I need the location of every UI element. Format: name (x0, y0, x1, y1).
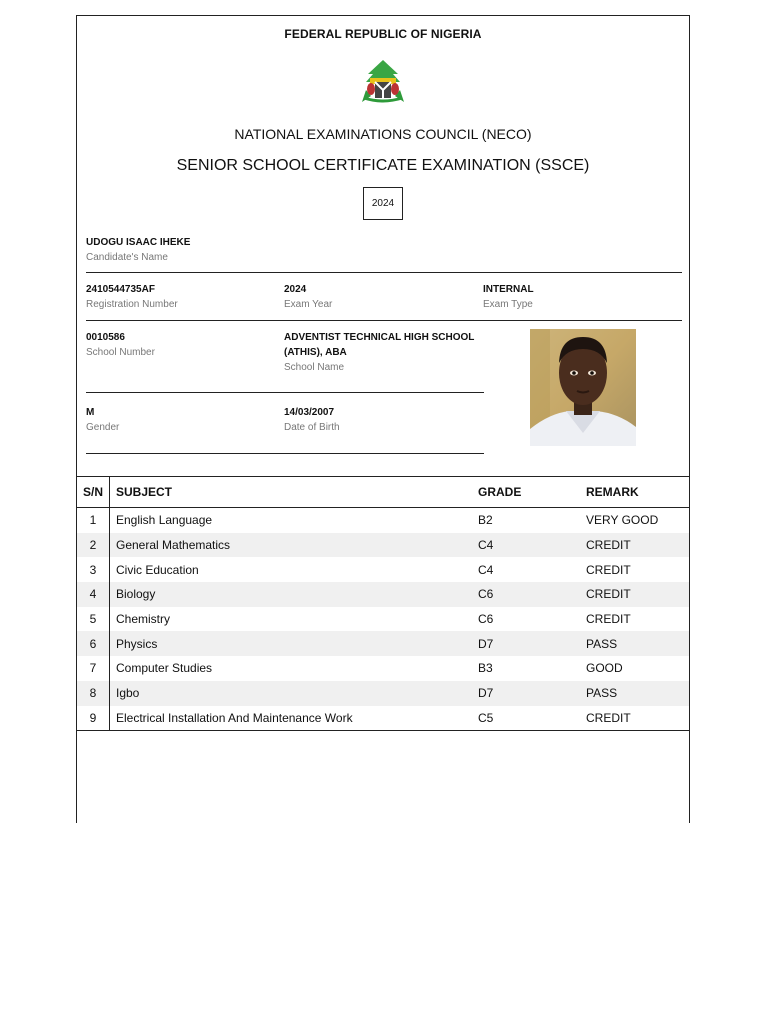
row-grade: B2 (478, 513, 493, 528)
row-sn: 5 (77, 607, 110, 632)
row-subject: General Mathematics (110, 533, 473, 558)
row-subject: Civic Education (116, 562, 199, 577)
row-subject: Biology (110, 582, 473, 607)
row-remark: CREDIT (580, 582, 690, 607)
reg-number-label: Registration Number (86, 299, 178, 310)
row-remark: CREDIT (580, 706, 690, 731)
col-header-remark: REMARK (580, 477, 690, 508)
row-grade: C4 (478, 562, 494, 577)
exam-type-field (483, 282, 534, 313)
school-number: 0010586 (86, 332, 125, 343)
candidate-name: UDOGU ISAAC IHEKE (86, 237, 191, 248)
row-grade: D7 (472, 681, 580, 706)
exam-type-label: Exam Type (483, 299, 533, 310)
school-name-line2: (ATHIS), ABA (284, 347, 347, 358)
coat-of-arms-icon (358, 58, 408, 104)
gender-label: Gender (86, 422, 120, 433)
divider (86, 320, 682, 321)
row-remark: PASS (580, 681, 690, 706)
row-grade: C5 (472, 706, 580, 731)
reg-number-field (86, 282, 178, 313)
row-subject: Chemistry (116, 612, 171, 627)
table-row (77, 508, 690, 533)
row-subject: Igbo (110, 681, 473, 706)
row-remark: CREDIT (580, 557, 690, 582)
col-header-sn: S/N (77, 477, 110, 508)
row-grade: D7 (472, 631, 580, 656)
table-row (77, 582, 690, 607)
year-box: 2024 (363, 187, 403, 220)
country-heading: FEDERAL REPUBLIC OF NIGERIA (284, 27, 482, 41)
school-name-field (284, 330, 474, 376)
row-sn: 6 (77, 631, 110, 656)
result-sheet (76, 15, 690, 823)
candidate-name-field (86, 235, 190, 266)
exam-year: 2024 (284, 284, 307, 295)
divider (86, 392, 484, 393)
school-number-label: School Number (86, 347, 155, 358)
row-sn: 8 (77, 681, 110, 706)
table-row (77, 656, 690, 681)
school-number-field (86, 330, 155, 361)
col-header-subject: SUBJECT (110, 477, 473, 508)
gender-field (86, 405, 119, 436)
table-row (77, 557, 690, 582)
dob: 14/03/2007 (284, 407, 335, 418)
row-sn: 2 (77, 533, 110, 558)
council-heading: NATIONAL EXAMINATIONS COUNCIL (NECO) (234, 126, 532, 142)
row-grade: B3 (478, 661, 493, 676)
row-subject: Computer Studies (116, 661, 213, 676)
table-header-row (77, 477, 690, 508)
exam-type: INTERNAL (483, 284, 534, 295)
reg-number: 2410544735AF (86, 284, 155, 295)
school-name-line1: ADVENTIST TECHNICAL HIGH SCHOOL (284, 332, 475, 343)
row-grade: C6 (472, 582, 580, 607)
row-sn: 7 (77, 656, 110, 681)
row-remark: PASS (580, 631, 690, 656)
row-sn: 4 (77, 582, 110, 607)
divider (86, 453, 484, 454)
table-row (77, 706, 690, 731)
results-table (76, 476, 690, 731)
col-header-grade: GRADE (472, 477, 580, 508)
row-remark: CREDIT (580, 607, 690, 632)
exam-year-label: Exam Year (284, 299, 333, 310)
table-row (77, 607, 690, 632)
row-subject: Physics (110, 631, 473, 656)
row-remark: GOOD (580, 656, 690, 681)
row-remark: VERY GOOD (580, 508, 690, 533)
candidate-photo (530, 329, 636, 446)
school-name-label: School Name (284, 362, 345, 373)
exam-title: SENIOR SCHOOL CERTIFICATE EXAMINATION (SSCE) (176, 157, 590, 174)
exam-year-field (284, 282, 332, 313)
row-sn: 1 (77, 508, 110, 533)
table-row (77, 533, 690, 558)
gender: M (86, 407, 95, 418)
dob-label: Date of Birth (284, 422, 340, 433)
table-row (77, 681, 690, 706)
row-subject: Electrical Installation And Maintenance Work (110, 706, 473, 731)
row-grade: C4 (472, 533, 580, 558)
row-grade: C6 (478, 612, 494, 627)
candidate-name-label: Candidate's Name (86, 252, 168, 263)
row-sn: 9 (77, 706, 110, 731)
row-sn: 3 (77, 557, 110, 582)
table-row (77, 631, 690, 656)
row-remark: CREDIT (580, 533, 690, 558)
dob-field (284, 405, 340, 436)
row-subject: English Language (116, 513, 213, 528)
divider (86, 272, 682, 273)
